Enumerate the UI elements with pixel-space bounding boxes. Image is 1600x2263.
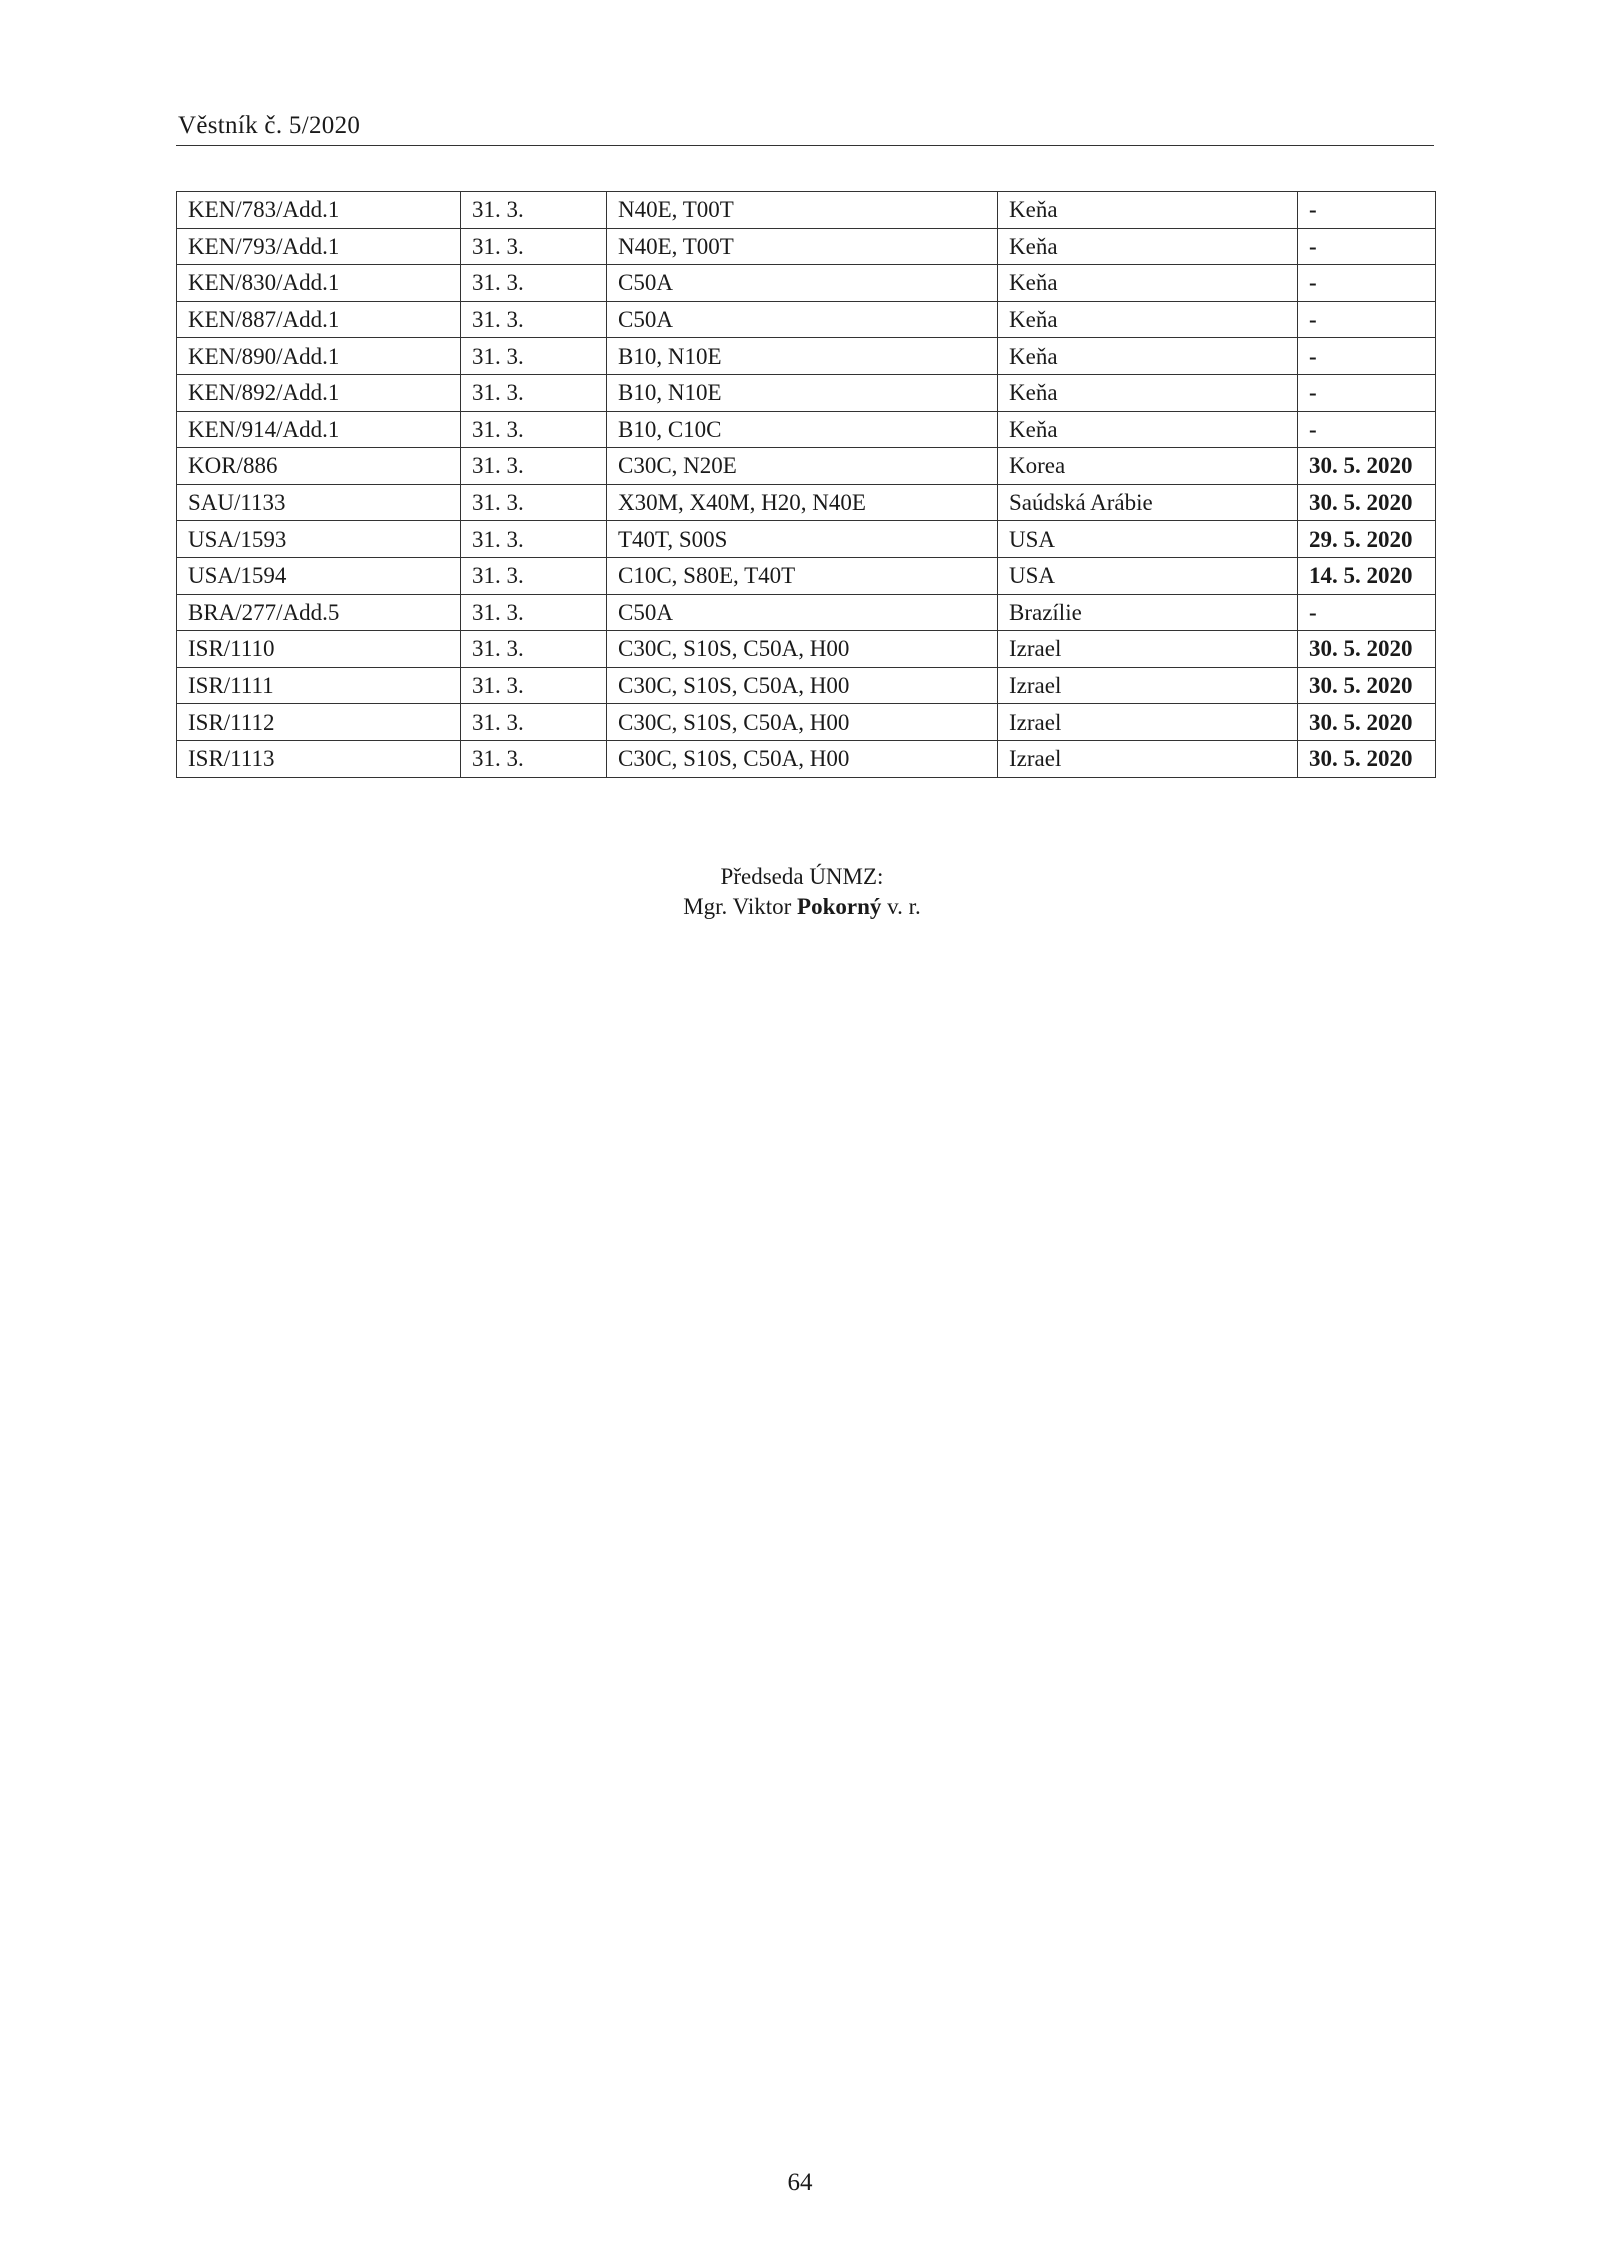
ics-codes-cell: B10, N10E	[607, 374, 998, 411]
notification-code-cell: KEN/830/Add.1	[177, 265, 461, 302]
country-cell: Saúdská Arábie	[998, 484, 1298, 521]
table-row	[177, 631, 1436, 668]
notification-code-cell: SAU/1133	[177, 484, 461, 521]
date-cell: 31. 3.	[461, 557, 607, 594]
notification-table	[176, 191, 1436, 778]
notification-code-cell: KEN/890/Add.1	[177, 338, 461, 375]
date-cell: 31. 3.	[461, 338, 607, 375]
date-cell: 31. 3.	[461, 411, 607, 448]
table-row	[177, 594, 1436, 631]
deadline-cell: -	[1298, 411, 1436, 448]
deadline-cell: 30. 5. 2020	[1298, 484, 1436, 521]
notification-code-cell: BRA/277/Add.5	[177, 594, 461, 631]
signatory-name-suffix: v. r.	[887, 894, 921, 919]
ics-codes-cell: C30C, S10S, C50A, H00	[607, 740, 998, 777]
deadline-cell: 30. 5. 2020	[1298, 704, 1436, 741]
notification-code-cell: ISR/1111	[177, 667, 461, 704]
table-row	[177, 667, 1436, 704]
country-cell: Keňa	[998, 192, 1298, 229]
table-row	[177, 448, 1436, 485]
table-row	[177, 704, 1436, 741]
table-row	[177, 557, 1436, 594]
ics-codes-cell: C50A	[607, 301, 998, 338]
notification-code-cell: KEN/914/Add.1	[177, 411, 461, 448]
deadline-cell: -	[1298, 301, 1436, 338]
date-cell: 31. 3.	[461, 631, 607, 668]
country-cell: Korea	[998, 448, 1298, 485]
ics-codes-cell: C30C, S10S, C50A, H00	[607, 667, 998, 704]
signature-block	[0, 862, 1600, 922]
ics-codes-cell: T40T, S00S	[607, 521, 998, 558]
deadline-cell: 30. 5. 2020	[1298, 448, 1436, 485]
table-row	[177, 338, 1436, 375]
notification-code-cell: KEN/793/Add.1	[177, 228, 461, 265]
country-cell: Brazílie	[998, 594, 1298, 631]
page-number: 64	[787, 2169, 813, 2196]
date-cell: 31. 3.	[461, 667, 607, 704]
table-row	[177, 411, 1436, 448]
notification-code-cell: USA/1593	[177, 521, 461, 558]
country-cell: Izrael	[998, 631, 1298, 668]
date-cell: 31. 3.	[461, 448, 607, 485]
deadline-cell: 14. 5. 2020	[1298, 557, 1436, 594]
table-row	[177, 374, 1436, 411]
ics-codes-cell: C30C, N20E	[607, 448, 998, 485]
date-cell: 31. 3.	[461, 228, 607, 265]
table-row	[177, 301, 1436, 338]
country-cell: Keňa	[998, 411, 1298, 448]
country-cell: Izrael	[998, 704, 1298, 741]
deadline-cell: -	[1298, 192, 1436, 229]
table-row	[177, 484, 1436, 521]
ics-codes-cell: B10, C10C	[607, 411, 998, 448]
ics-codes-cell: C10C, S80E, T40T	[607, 557, 998, 594]
deadline-cell: 29. 5. 2020	[1298, 521, 1436, 558]
deadline-cell: 30. 5. 2020	[1298, 740, 1436, 777]
header-rule	[176, 145, 1434, 146]
date-cell: 31. 3.	[461, 301, 607, 338]
ics-codes-cell: C50A	[607, 265, 998, 302]
country-cell: Keňa	[998, 265, 1298, 302]
notification-code-cell: ISR/1113	[177, 740, 461, 777]
deadline-cell: -	[1298, 374, 1436, 411]
date-cell: 31. 3.	[461, 704, 607, 741]
notification-code-cell: KOR/886	[177, 448, 461, 485]
deadline-cell: 30. 5. 2020	[1298, 667, 1436, 704]
notification-code-cell: KEN/887/Add.1	[177, 301, 461, 338]
country-cell: Izrael	[998, 667, 1298, 704]
signatory-role: Předseda ÚNMZ:	[720, 864, 884, 889]
country-cell: Keňa	[998, 301, 1298, 338]
signatory-name-prefix: Mgr. Viktor	[683, 894, 792, 919]
ics-codes-cell: C30C, S10S, C50A, H00	[607, 631, 998, 668]
bulletin-title: Věstník č. 5/2020	[178, 112, 361, 139]
date-cell: 31. 3.	[461, 192, 607, 229]
country-cell: Keňa	[998, 338, 1298, 375]
notification-code-cell: USA/1594	[177, 557, 461, 594]
date-cell: 31. 3.	[461, 594, 607, 631]
notification-code-cell: KEN/783/Add.1	[177, 192, 461, 229]
deadline-cell: 30. 5. 2020	[1298, 631, 1436, 668]
ics-codes-cell: N40E, T00T	[607, 192, 998, 229]
country-cell: Keňa	[998, 228, 1298, 265]
notification-code-cell: ISR/1112	[177, 704, 461, 741]
deadline-cell: -	[1298, 338, 1436, 375]
date-cell: 31. 3.	[461, 484, 607, 521]
deadline-cell: -	[1298, 594, 1436, 631]
notification-code-cell: ISR/1110	[177, 631, 461, 668]
table-row	[177, 740, 1436, 777]
notification-code-cell: KEN/892/Add.1	[177, 374, 461, 411]
country-cell: Keňa	[998, 374, 1298, 411]
country-cell: Izrael	[998, 740, 1298, 777]
country-cell: USA	[998, 521, 1298, 558]
table-row	[177, 265, 1436, 302]
deadline-cell: -	[1298, 265, 1436, 302]
ics-codes-cell: B10, N10E	[607, 338, 998, 375]
deadline-cell: -	[1298, 228, 1436, 265]
date-cell: 31. 3.	[461, 521, 607, 558]
date-cell: 31. 3.	[461, 265, 607, 302]
signatory-surname: Pokorný	[797, 894, 882, 919]
date-cell: 31. 3.	[461, 374, 607, 411]
table-row	[177, 521, 1436, 558]
ics-codes-cell: N40E, T00T	[607, 228, 998, 265]
table-row	[177, 228, 1436, 265]
date-cell: 31. 3.	[461, 740, 607, 777]
ics-codes-cell: C50A	[607, 594, 998, 631]
ics-codes-cell: C30C, S10S, C50A, H00	[607, 704, 998, 741]
signatory-name	[0, 892, 1600, 922]
country-cell: USA	[998, 557, 1298, 594]
table-row	[177, 192, 1436, 229]
ics-codes-cell: X30M, X40M, H20, N40E	[607, 484, 998, 521]
